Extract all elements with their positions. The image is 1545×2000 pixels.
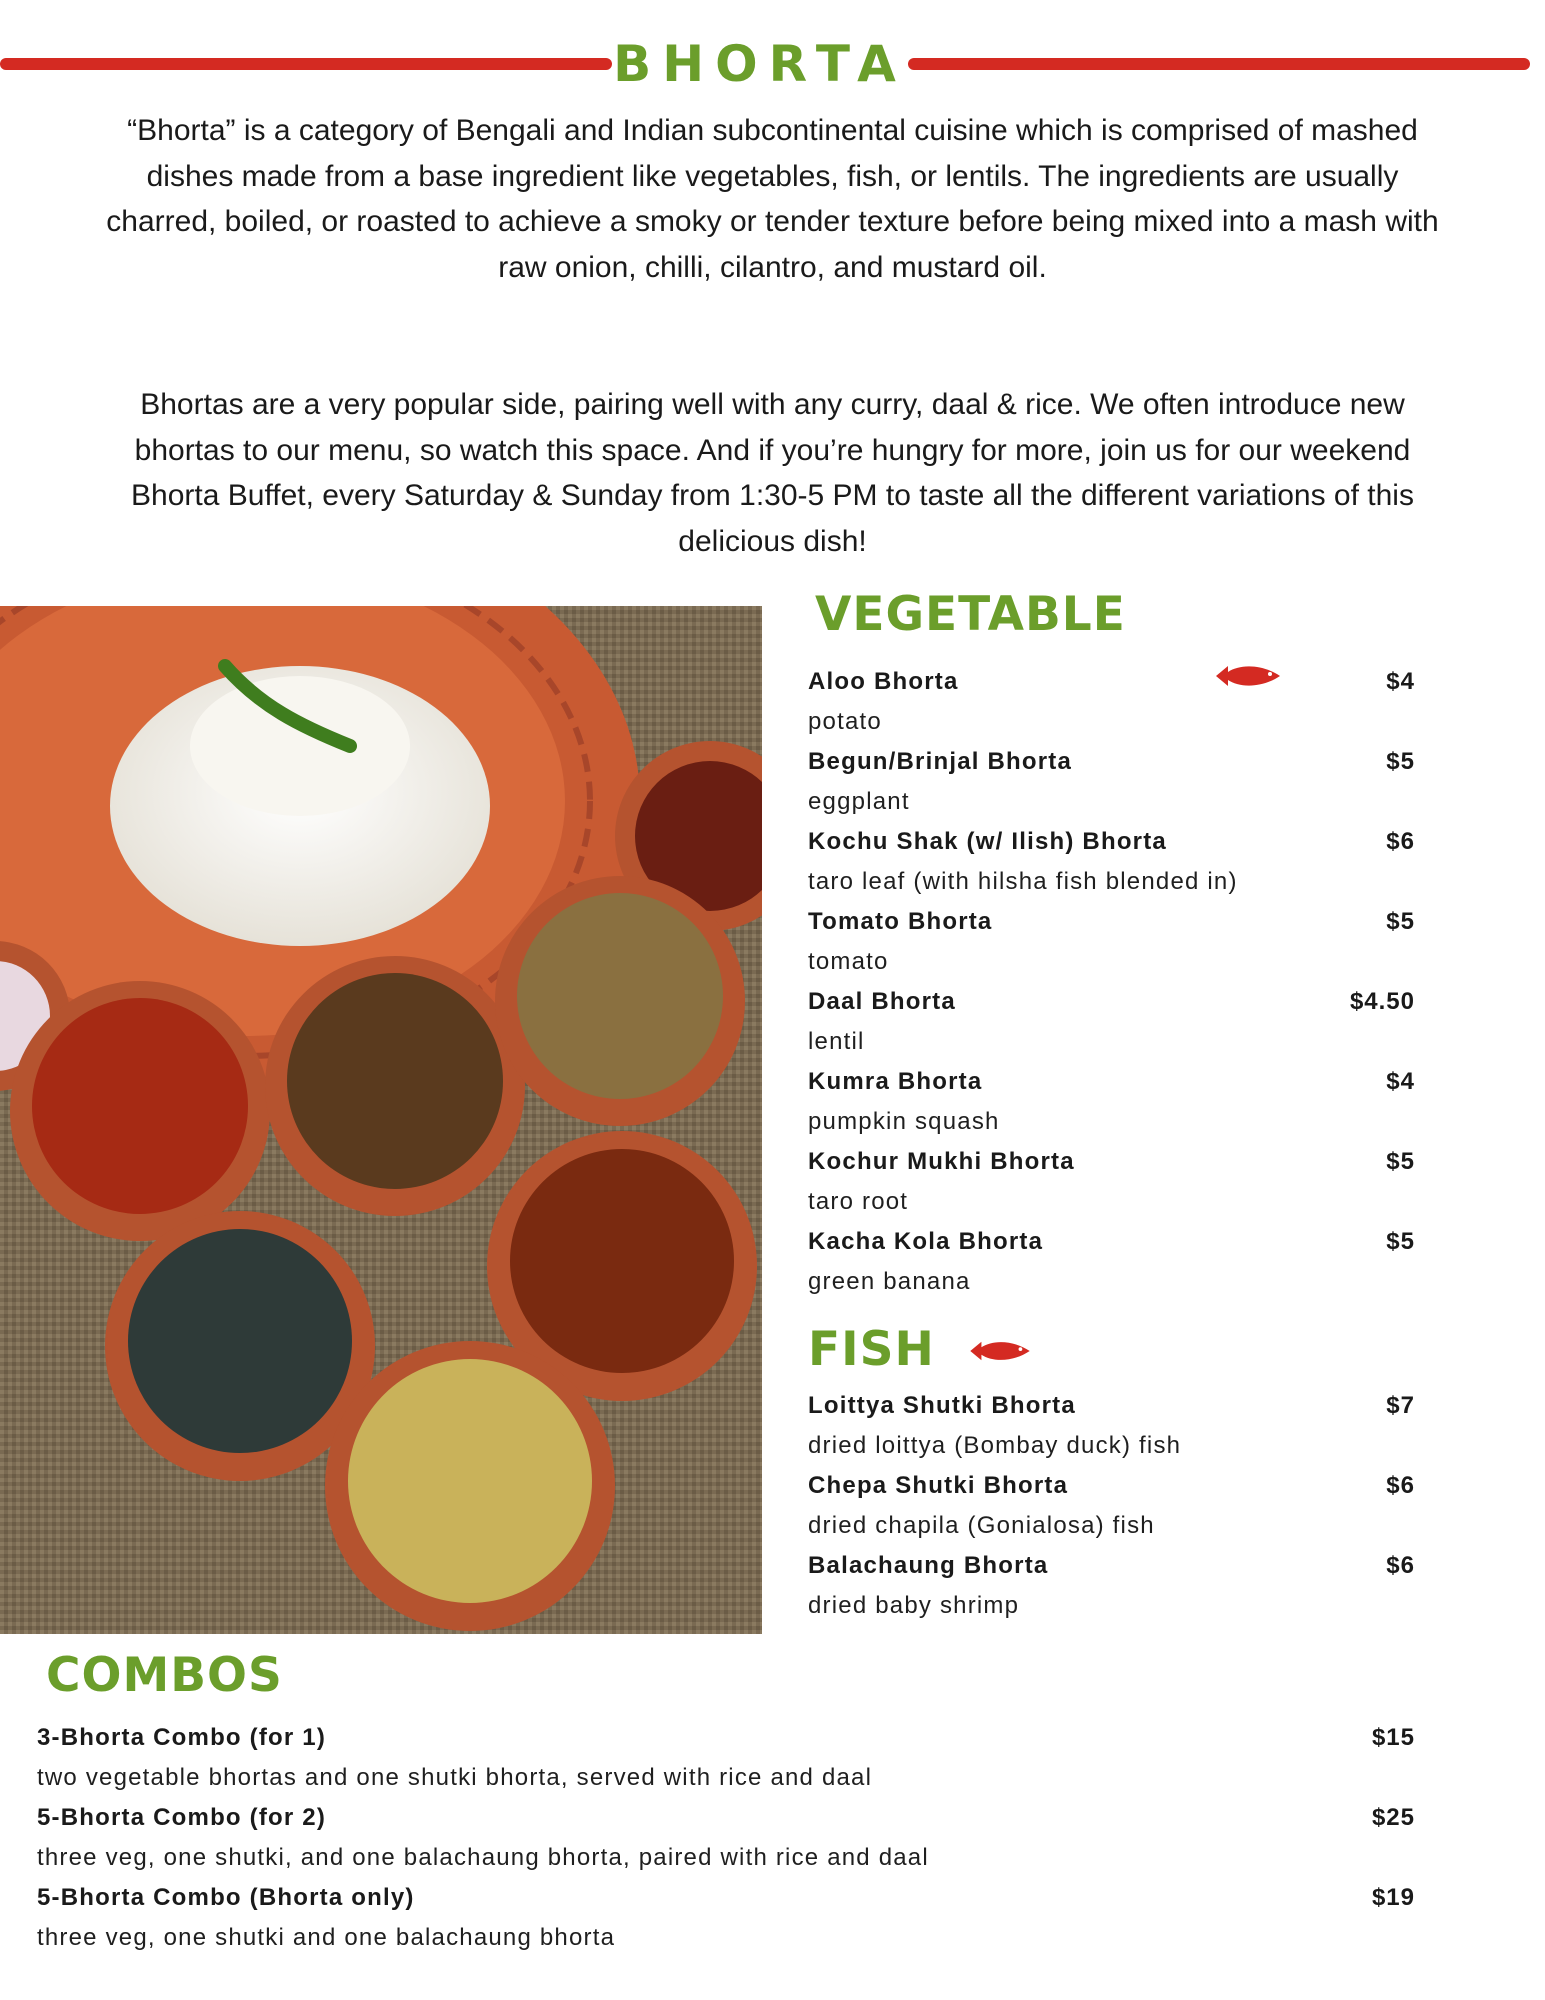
fish-list	[808, 1388, 1415, 1628]
menu-item	[808, 1064, 1415, 1144]
menu-item	[808, 824, 1415, 904]
menu-item	[808, 1388, 1415, 1468]
item-description: dried loittya (Bombay duck) fish	[808, 1432, 1182, 1459]
item-description: green banana	[808, 1268, 971, 1295]
menu-item	[808, 664, 1415, 744]
item-description: three veg, one shutki and one balachaung bhorta	[37, 1924, 616, 1951]
item-price: $6	[1386, 1472, 1415, 1499]
menu-item	[808, 1224, 1415, 1304]
item-price: $25	[1371, 1804, 1415, 1831]
item-name: Daal Bhorta	[808, 988, 956, 1015]
item-price: $4.50	[1349, 988, 1415, 1015]
item-description: dried chapila (Gonialosa) fish	[808, 1512, 1155, 1539]
item-description: two vegetable bhortas and one shutki bhorta, served with rice and daal	[37, 1764, 873, 1791]
item-name: Aloo Bhorta	[808, 668, 959, 695]
menu-item	[37, 1880, 1415, 1960]
item-name: Balachaung Bhorta	[808, 1552, 1049, 1579]
item-price: $19	[1371, 1884, 1415, 1911]
header-rule-right	[908, 58, 1530, 70]
item-name: Kacha Kola Bhorta	[808, 1228, 1044, 1255]
menu-item	[808, 1144, 1415, 1224]
item-price: $4	[1386, 1068, 1415, 1095]
fish-icon	[968, 1338, 1032, 1364]
item-price: $6	[1386, 1552, 1415, 1579]
item-price: $5	[1386, 1228, 1415, 1255]
item-price: $4	[1386, 668, 1415, 695]
menu-item	[808, 984, 1415, 1064]
menu-item	[808, 1468, 1415, 1548]
item-price: $15	[1371, 1724, 1415, 1751]
food-photo	[0, 606, 762, 1634]
vegetable-heading: VEGETABLE	[815, 587, 1126, 642]
item-name: Chepa Shutki Bhorta	[808, 1472, 1069, 1499]
vegetable-list	[808, 664, 1415, 1304]
item-name: Kochur Mukhi Bhorta	[808, 1148, 1075, 1175]
item-name: Kochu Shak (w/ Ilish) Bhorta	[808, 828, 1167, 855]
item-description: pumpkin squash	[808, 1108, 1000, 1135]
menu-item	[808, 744, 1415, 824]
item-price: $5	[1386, 748, 1415, 775]
item-name: 3-Bhorta Combo (for 1)	[37, 1724, 327, 1751]
item-name: Tomato Bhorta	[808, 908, 993, 935]
item-name: 5-Bhorta Combo (Bhorta only)	[37, 1884, 415, 1911]
item-name: Kumra Bhorta	[808, 1068, 983, 1095]
item-name: 5-Bhorta Combo (for 2)	[37, 1804, 327, 1831]
item-description: three veg, one shutki, and one balachaung bhorta, paired with rice and daal	[37, 1844, 929, 1871]
combos-list	[37, 1720, 1415, 1960]
item-price: $5	[1386, 908, 1415, 935]
item-price: $7	[1386, 1392, 1415, 1419]
menu-item	[808, 1548, 1415, 1628]
page-title: BHORTA	[613, 35, 907, 93]
item-description: taro leaf (with hilsha fish blended in)	[808, 868, 1238, 895]
menu-item	[37, 1800, 1415, 1880]
intro-paragraph-2: Bhortas are a very popular side, pairing well with any curry, daal & rice. We often introduce new bhortas to our menu, so watch this space. And if you’re hungry for more, join us for our weekend Bhorta Buffet, every Saturday & Sunday from 1:30-5 PM to taste all the different variations of this delicious dish!	[131, 388, 1414, 558]
item-description: tomato	[808, 948, 889, 975]
item-description: eggplant	[808, 788, 910, 815]
item-description: dried baby shrimp	[808, 1592, 1020, 1619]
item-price: $5	[1386, 1148, 1415, 1175]
menu-item	[37, 1720, 1415, 1800]
fish-heading: FISH	[808, 1322, 935, 1377]
header-rule-left	[0, 58, 612, 70]
menu-item	[808, 904, 1415, 984]
item-name: Loittya Shutki Bhorta	[808, 1392, 1076, 1419]
combos-heading: COMBOS	[46, 1648, 283, 1703]
item-description: taro root	[808, 1188, 909, 1215]
item-price: $6	[1386, 828, 1415, 855]
item-description: lentil	[808, 1028, 865, 1055]
item-description: potato	[808, 708, 882, 735]
intro-paragraph-1: “Bhorta” is a category of Bengali and Indian subcontinental cuisine which is comprised of mashed dishes made from a base ingredient like vegetables, fish, or lentils. The ingredients are usually charred, boiled, or roasted to achieve a smoky or tender texture before being mixed into a mash with raw onion, chilli, cilantro, and mustard oil.	[106, 114, 1439, 284]
item-name: Begun/Brinjal Bhorta	[808, 748, 1073, 775]
